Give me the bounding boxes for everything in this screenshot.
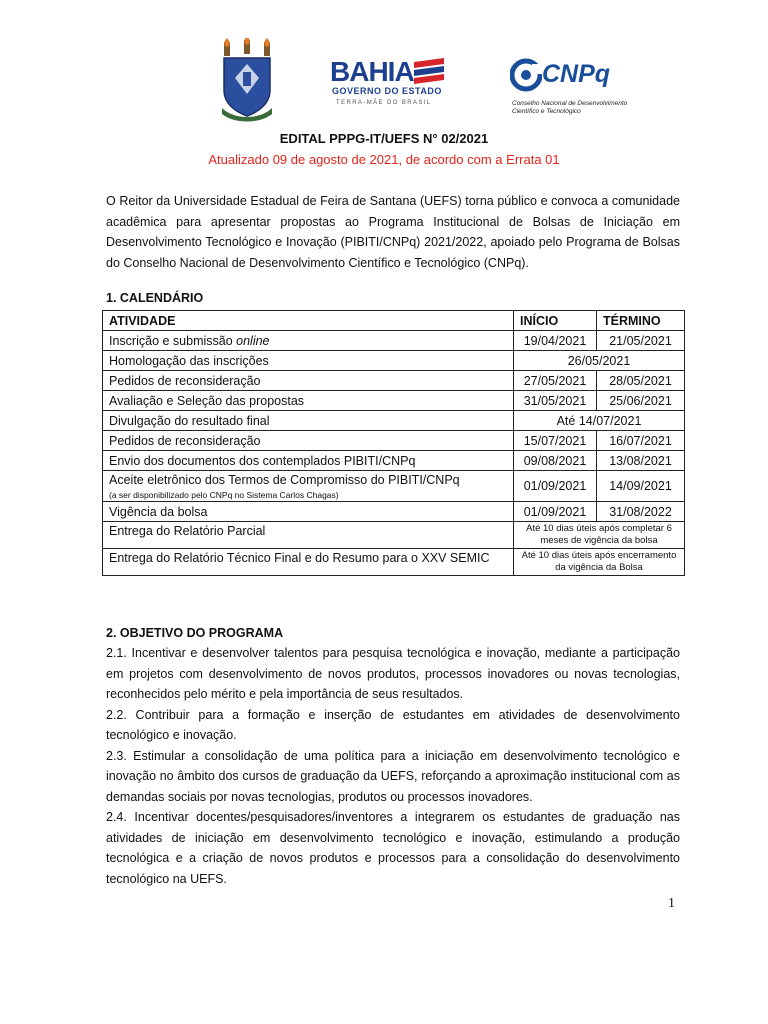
intro-paragraph: O Reitor da Universidade Estadual de Feira de Santana (UEFS) torna público e convoca a comunidade acadêmica para apresentar propostas ao Programa Institucional de Bolsas de Iniciação em Desenvolvimento Tecnológico e Inovação (PIBITI/CNPq) 2021/2022, apoiado pelo Programa de Bolsas do Conselho Nacional de Desenvolvimento Científico e Tecnológico (CNPq).: [106, 194, 680, 270]
header-end: TÉRMINO: [597, 311, 685, 331]
page-number: 1: [668, 896, 675, 911]
end-cell: 21/05/2021: [597, 331, 685, 351]
activity-emphasis: online: [236, 333, 270, 348]
start-cell: 09/08/2021: [514, 451, 597, 471]
header-start: INÍCIO: [514, 311, 597, 331]
logo-bar: [0, 36, 768, 126]
table-row: [103, 391, 685, 411]
cnpq-emblem-icon: [510, 58, 542, 92]
edital-update-note: Atualizado 09 de agosto de 2021, de acordo com a Errata 01: [208, 152, 560, 167]
end-cell: 25/06/2021: [597, 391, 685, 411]
bahia-logo-text: BAHIA: [330, 56, 414, 87]
cnpq-logo-text: CNPq: [542, 60, 611, 88]
calendar-table: [102, 310, 685, 576]
activity-cell: Aceite eletrônico dos Termos de Compromisso do PIBITI/CNPq (a ser disponibilizado pelo CNPq no Sistema Carlos Chagas): [103, 471, 514, 502]
table-row: [103, 502, 685, 522]
deadline-note-cell: Até 10 dias úteis após completar 6 meses de vigência da bolsa: [514, 522, 685, 549]
table-row: [103, 451, 685, 471]
table-row: [103, 331, 685, 351]
activity-cell: Entrega do Relatório Parcial: [103, 522, 514, 549]
table-row: [103, 522, 685, 549]
table-row: [103, 351, 685, 371]
uefs-crest-logo: [218, 38, 276, 122]
bahia-logo-tagline: TERRA-MÃE DO BRASIL: [336, 100, 432, 106]
start-cell: 19/04/2021: [514, 331, 597, 351]
activity-cell: Avaliação e Seleção das propostas: [103, 391, 514, 411]
bahia-government-logo: [330, 56, 448, 116]
table-row: [103, 549, 685, 576]
deadline-note-cell: Até 10 dias úteis após encerramento da vigência da Bolsa: [514, 549, 685, 576]
end-cell: 31/08/2022: [597, 502, 685, 522]
edital-title: EDITAL PPPG-IT/UEFS N° 02/2021: [279, 131, 489, 146]
start-cell: 01/09/2021: [514, 502, 597, 522]
table-row: [103, 371, 685, 391]
activity-cell: Pedidos de reconsideração: [103, 371, 514, 391]
objective-item: 2.1. Incentivar e desenvolver talentos para pesquisa tecnológica e inovação, mediante a participação em projetos com desenvolvimento de novos produtos, processos inovadores ou novas tecnologias, reconhecidos pelo mérito e pela importância de seus resultados.: [106, 646, 680, 701]
bahia-flag-icon: [414, 58, 444, 84]
activity-cell: Envio dos documentos dos contemplados PIBITI/CNPq: [103, 451, 514, 471]
table-header-row: [103, 311, 685, 331]
table-row: [103, 471, 685, 502]
table-row: [103, 411, 685, 431]
end-cell: 13/08/2021: [597, 451, 685, 471]
start-cell: 01/09/2021: [514, 471, 597, 502]
cnpq-logo-subtitle: Conselho Nacional de Desenvolvimento Científico e Tecnológico: [512, 100, 628, 115]
section-2-title: 2. OBJETIVO DO PROGRAMA: [106, 626, 284, 640]
end-cell: 16/07/2021: [597, 431, 685, 451]
date-merged-cell: Até 14/07/2021: [514, 411, 685, 431]
objective-item: 2.4. Incentivar docentes/pesquisadores/inventores a integrarem os estudantes de graduação nas atividades de iniciação em desenvolvimento tecnológico e inovação, estimulando a produção tecnológica e a criação de novos produtos e processos para a consolidação do desenvolvimento tecnológico na UEFS.: [106, 810, 680, 886]
table-row: [103, 431, 685, 451]
bahia-logo-subtitle: GOVERNO DO ESTADO: [332, 86, 442, 96]
activity-cell: Homologação das inscrições: [103, 351, 514, 371]
activity-note: (a ser disponibilizado pelo CNPq no Sistema Carlos Chagas): [109, 490, 339, 500]
end-cell: 14/09/2021: [597, 471, 685, 502]
objective-item: 2.3. Estimular a consolidação de uma política para a iniciação em desenvolvimento tecnológico e inovação no âmbito dos cursos de graduação da UEFS, reforçando a aproximação institucional com as demandas sociais por novas tecnologias, produtos ou processos inovadores.: [106, 748, 680, 804]
activity-cell: Pedidos de reconsideração: [103, 431, 514, 451]
end-cell: 28/05/2021: [597, 371, 685, 391]
start-cell: 31/05/2021: [514, 391, 597, 411]
section-1-title: 1. CALENDÁRIO: [106, 291, 204, 305]
activity-cell: Entrega do Relatório Técnico Final e do Resumo para o XXV SEMIC: [103, 549, 514, 576]
objectives-list: [106, 643, 680, 889]
date-merged-cell: 26/05/2021: [514, 351, 685, 371]
header-activity: ATIVIDADE: [103, 311, 514, 331]
start-cell: 27/05/2021: [514, 371, 597, 391]
activity-cell: Vigência da bolsa: [103, 502, 514, 522]
cnpq-logo: [508, 58, 648, 114]
activity-cell: Inscrição e submissão online: [103, 331, 514, 351]
activity-cell: Divulgação do resultado final: [103, 411, 514, 431]
objective-item: 2.2. Contribuir para a formação e inserção de estudantes em atividades de desenvolvimento tecnológico e inovação.: [106, 707, 680, 742]
start-cell: 15/07/2021: [514, 431, 597, 451]
